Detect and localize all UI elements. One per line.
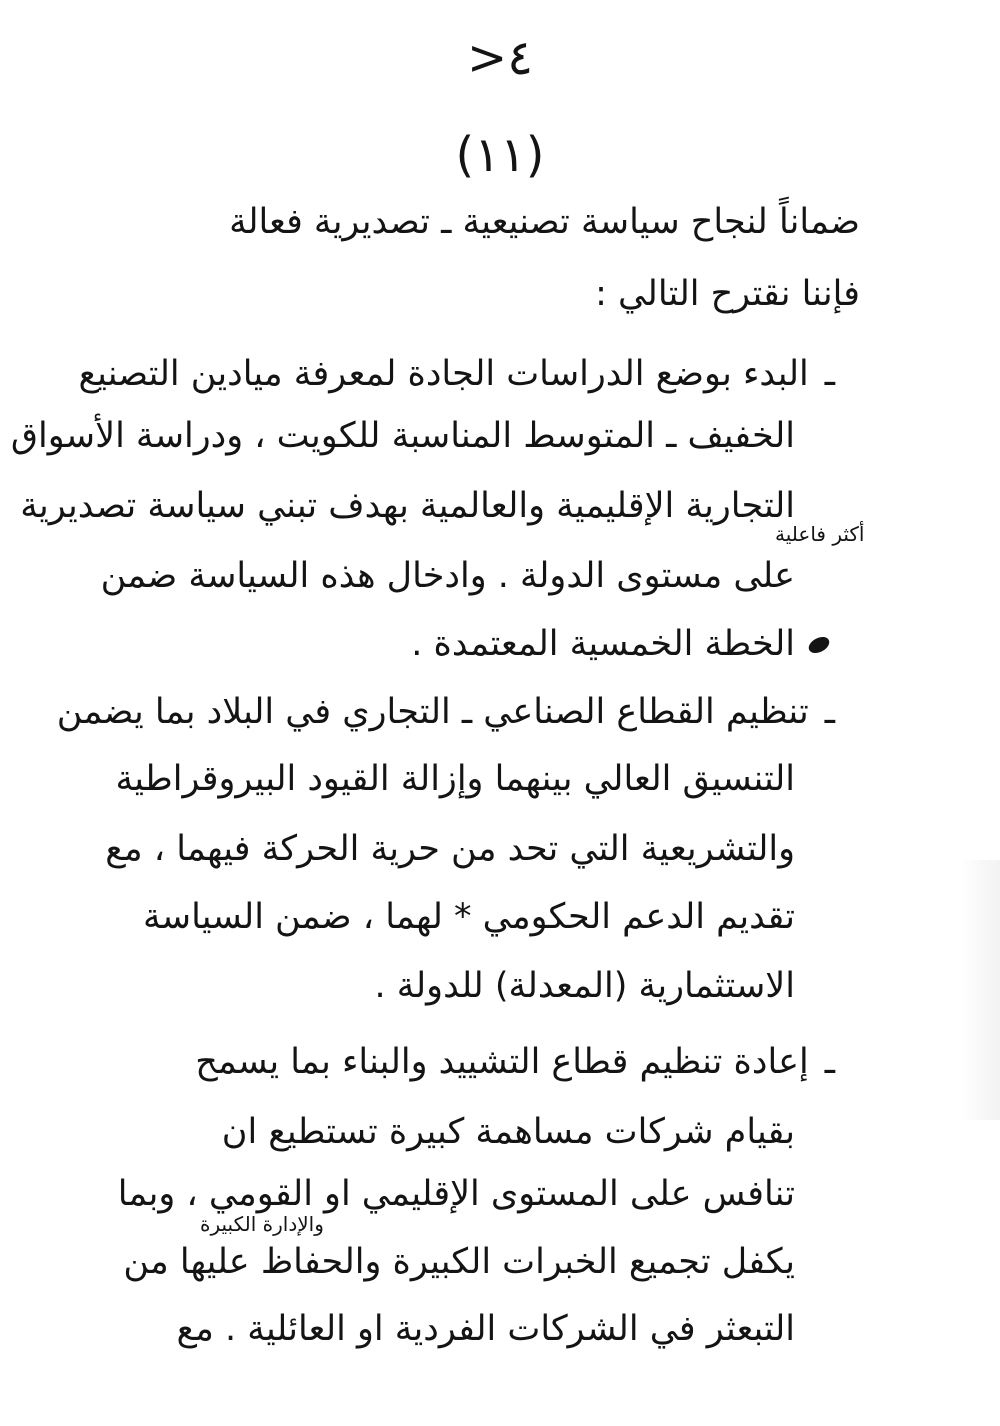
page-number: >٤ <box>467 30 533 86</box>
bullet-line: والتشريعية التي تحد من حرية الحركة فيهما ، مع <box>105 829 795 869</box>
bullet-dash: ـ <box>824 692 835 732</box>
handwritten-insertion: أكثر فاعلية <box>775 522 865 546</box>
bullet-line: الخفيف ـ المتوسط المناسبة للكويت ، ودراسة الأسواق <box>10 416 795 456</box>
bullet-line: التبعثر في الشركات الفردية او العائلية . مع <box>176 1309 795 1349</box>
bullet-line: على مستوى الدولة . وادخال هذه السياسة ضمن <box>100 556 795 596</box>
handwritten-insertion: والإدارة الكبيرة <box>200 1212 324 1236</box>
scan-edge-shadow <box>960 860 1000 1120</box>
bullet-first-line <box>57 688 835 736</box>
bullet-text: البدء بوضع الدراسات الجادة لمعرفة ميادين التصنيع <box>78 354 809 394</box>
asterisk-mark <box>806 634 832 657</box>
bullet-line: الخطة الخمسية المعتمدة . <box>411 624 795 664</box>
bullet-first-line <box>79 350 835 398</box>
bullet-line: بقيام شركات مساهمة كبيرة تستطيع ان <box>221 1112 795 1152</box>
bullet-line: يكفل تجميع الخبرات الكبيرة والحفاظ عليها من <box>123 1242 795 1282</box>
bullet-line: تنافس على المستوى الإقليمي او القومي ، وبما <box>117 1174 795 1214</box>
bullet-text: إعادة تنظيم قطاع التشييد والبناء بما يسمح <box>195 1042 809 1082</box>
bullet-dash: ـ <box>824 354 835 394</box>
bullet-line: التنسيق العالي بينهما وإزالة القيود البيروقراطية <box>115 759 795 799</box>
bullet-line: تقديم الدعم الحكومي * لهما ، ضمن السياسة <box>143 897 795 937</box>
intro-line: فإننا نقترح التالي : <box>595 274 860 314</box>
bullet-first-line <box>195 1038 835 1086</box>
bullet-line: التجارية الإقليمية والعالمية بهدف تبني سياسة تصديرية <box>20 486 795 526</box>
bullet-text: تنظيم القطاع الصناعي ـ التجاري في البلاد بما يضمن <box>56 692 809 732</box>
intro-line: ضماناً لنجاح سياسة تصنيعية ـ تصديرية فعالة <box>229 202 860 242</box>
section-number: (١١) <box>455 127 545 183</box>
bullet-dash: ـ <box>824 1042 835 1082</box>
bullet-line: الاستثمارية (المعدلة) للدولة . <box>374 966 795 1006</box>
